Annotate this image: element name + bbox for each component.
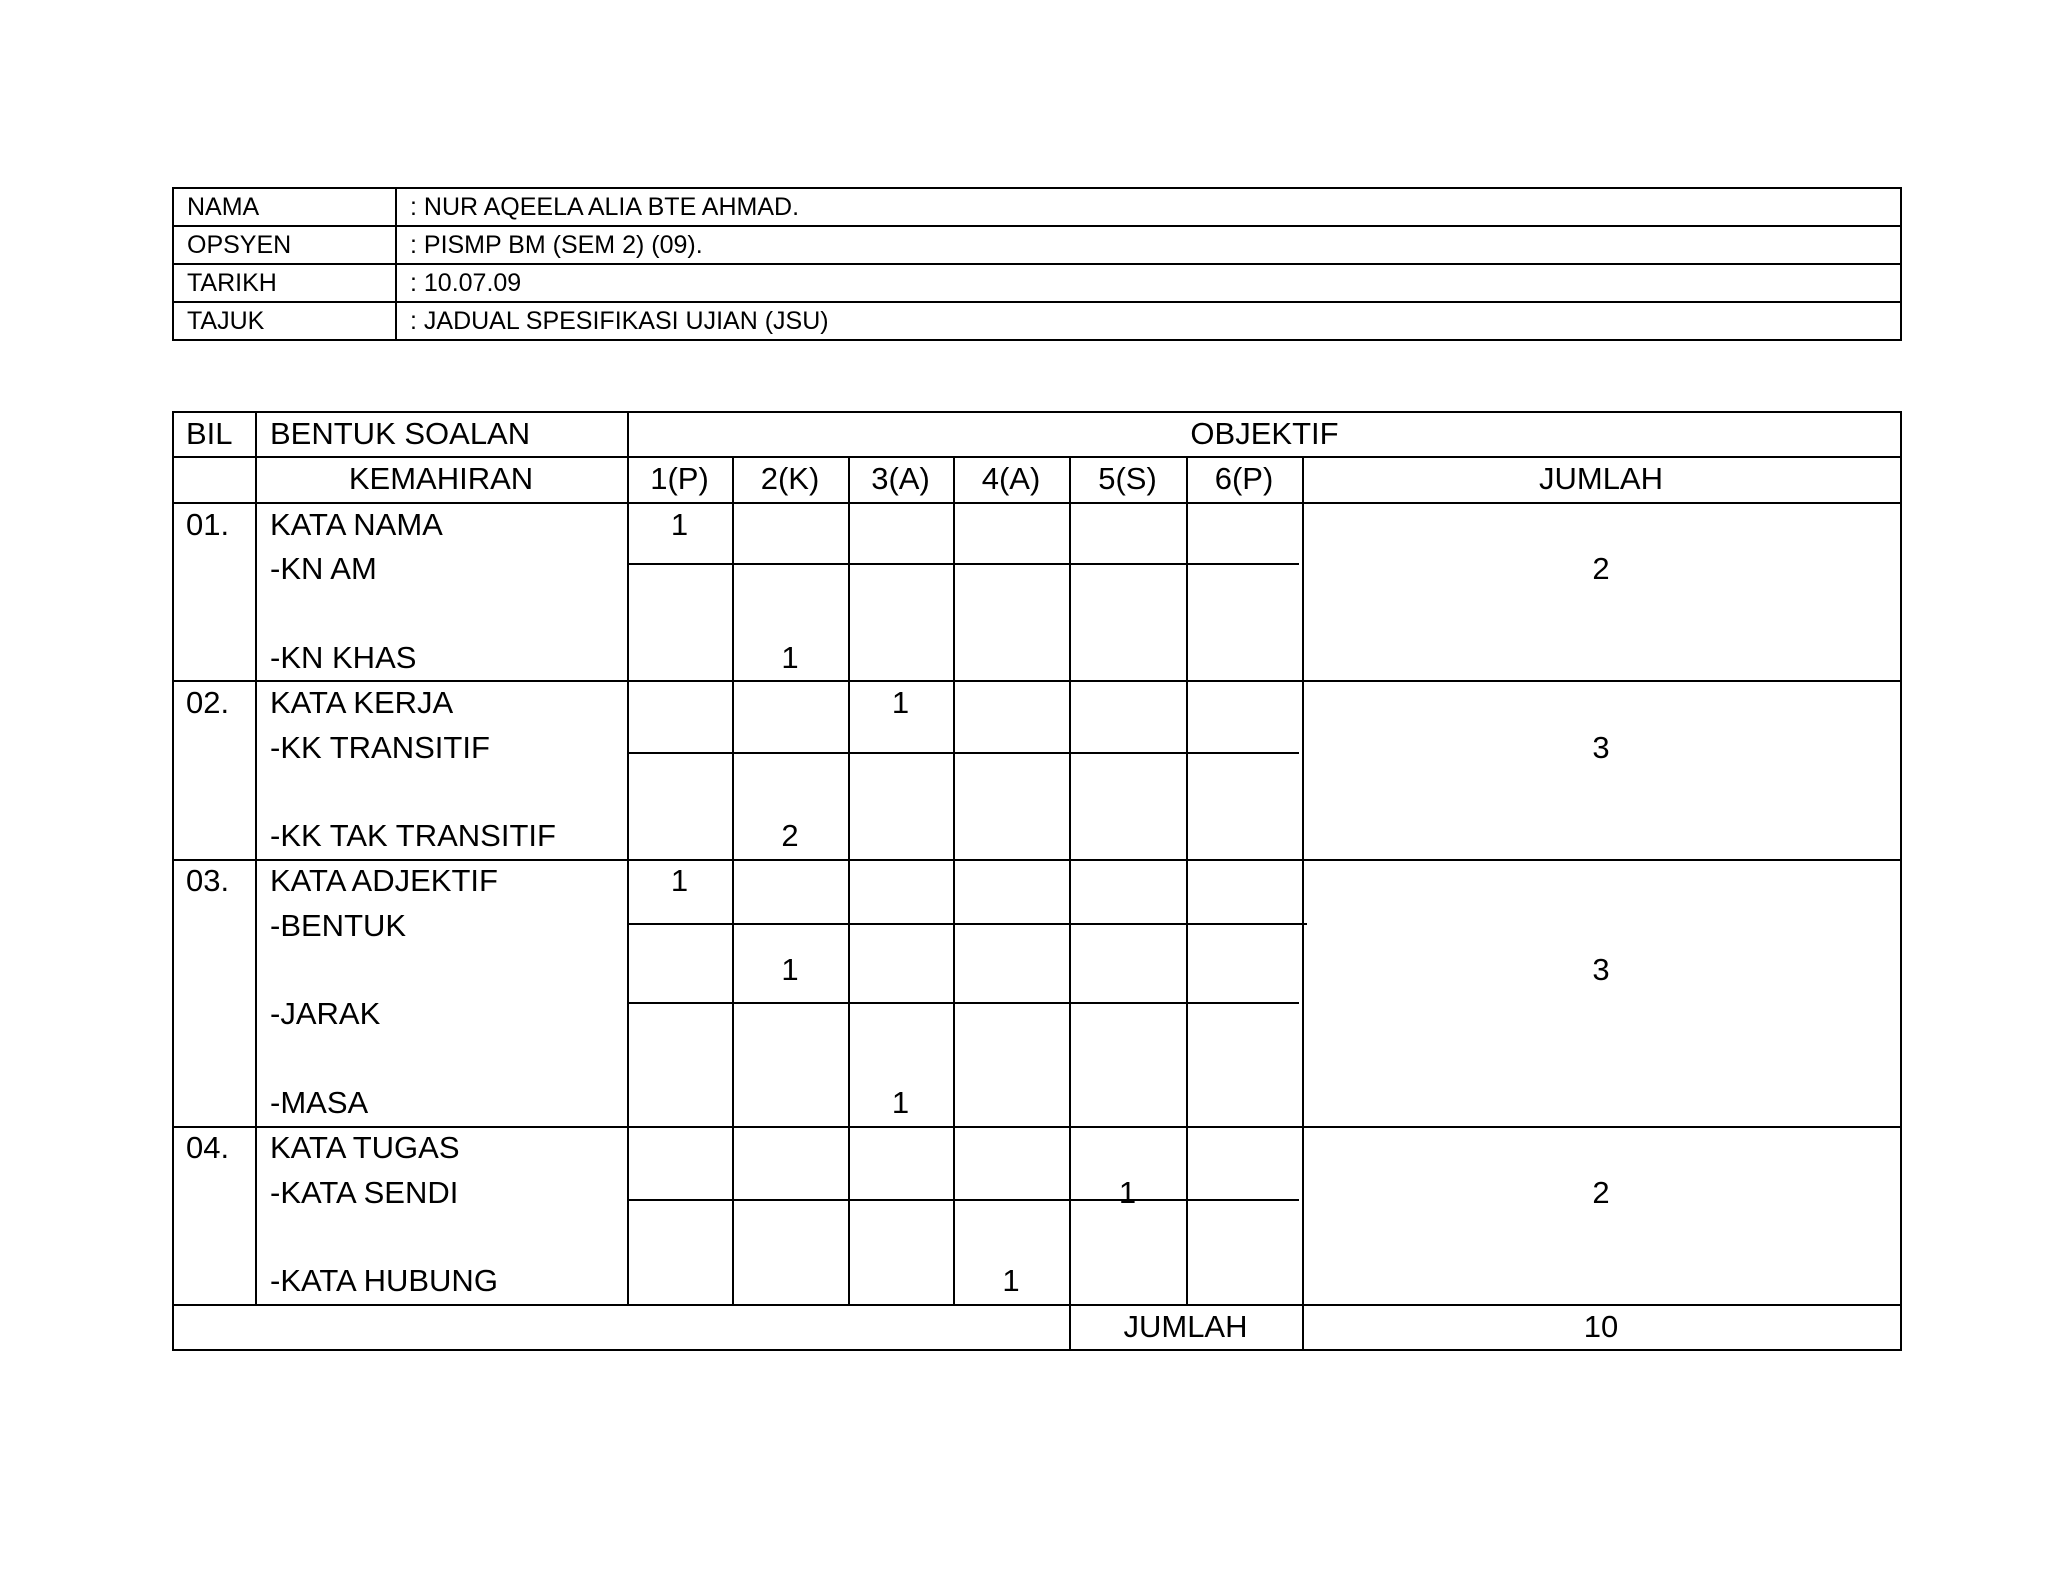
row-sub: -KK TAK TRANSITIF: [270, 818, 556, 853]
header-col-6p: 6(P): [1214, 461, 1274, 496]
header-col-1p: 1(P): [650, 461, 709, 496]
header-kemahiran: KEMAHIRAN: [348, 461, 534, 496]
info-label-opsyen: OPSYEN: [173, 226, 396, 264]
row-total: 2: [1592, 551, 1610, 586]
grid-line: [848, 456, 850, 1306]
row-title: KATA KERJA: [270, 685, 454, 720]
grid-line: [953, 456, 955, 1306]
grid-line: [172, 680, 1902, 682]
row-total: 3: [1592, 952, 1610, 987]
grid-line: [627, 1002, 1299, 1004]
footer-jumlah-total: 10: [1583, 1309, 1619, 1344]
row-sub: -JARAK: [270, 996, 381, 1031]
grid-line: [627, 752, 1299, 754]
row-sub: -KN KHAS: [270, 640, 417, 675]
grid-line: [172, 1126, 1902, 1128]
grid-line: [627, 923, 1307, 925]
row-title: KATA ADJEKTIF: [270, 863, 498, 898]
grid-line: [172, 411, 174, 1351]
grid-line: [1069, 456, 1071, 1351]
row-bil: 03.: [186, 863, 230, 898]
row-sub: -KATA HUBUNG: [270, 1263, 498, 1298]
row-bil: 01.: [186, 507, 230, 542]
header-objektif: OBJEKTIF: [1190, 416, 1339, 451]
info-label-nama: NAMA: [173, 188, 396, 226]
row-title: KATA NAMA: [270, 507, 443, 542]
grid-line: [1186, 456, 1188, 1306]
row-bil: 02.: [186, 685, 230, 720]
grid-line: [1900, 411, 1902, 1351]
row-title: KATA TUGAS: [270, 1130, 460, 1165]
header-bentuk-soalan: BENTUK SOALAN: [270, 416, 531, 451]
mark-cell: 1: [1118, 1175, 1137, 1210]
grid-line: [627, 563, 1299, 565]
mark-cell: 1: [670, 507, 689, 542]
grid-line: [172, 859, 1902, 861]
grid-line: [172, 1304, 1902, 1306]
row-sub: -KK TRANSITIF: [270, 730, 490, 765]
info-value-nama: : NUR AQEELA ALIA BTE AHMAD.: [396, 188, 1901, 226]
grid-line: [627, 411, 629, 1306]
row-sub: -KN AM: [270, 551, 377, 586]
grid-line: [172, 502, 1902, 504]
grid-line: [732, 456, 734, 1306]
mark-cell: 1: [781, 952, 799, 987]
row-sub: -BENTUK: [270, 908, 407, 943]
mark-cell: 2: [781, 818, 799, 853]
row-sub: -KATA SENDI: [270, 1175, 459, 1210]
row-total: 2: [1592, 1175, 1610, 1210]
info-value-tarikh: : 10.07.09: [396, 264, 1901, 302]
mark-cell: 1: [1002, 1263, 1020, 1298]
info-value-opsyen: : PISMP BM (SEM 2) (09).: [396, 226, 1901, 264]
row-sub: -MASA: [270, 1085, 369, 1120]
row-total: 3: [1592, 730, 1610, 765]
header-bil: BIL: [186, 416, 233, 451]
info-value-tajuk: : JADUAL SPESIFIKASI UJIAN (JSU): [396, 302, 1901, 340]
info-label-tarikh: TARIKH: [173, 264, 396, 302]
info-label-tajuk: TAJUK: [173, 302, 396, 340]
grid-line: [172, 1349, 1902, 1351]
mark-cell: 1: [781, 640, 799, 675]
grid-line: [172, 411, 1902, 413]
mark-cell: 1: [670, 863, 689, 898]
row-bil: 04.: [186, 1130, 230, 1165]
header-col-5s: 5(S): [1098, 461, 1157, 496]
header-col-3a: 3(A): [871, 461, 930, 496]
grid-line: [1302, 456, 1304, 1351]
header-jumlah: JUMLAH: [1538, 461, 1663, 496]
footer-jumlah-label: JUMLAH: [1123, 1309, 1248, 1344]
header-col-2k: 2(K): [760, 461, 820, 496]
grid-line: [627, 1199, 1299, 1201]
header-col-4a: 4(A): [981, 461, 1041, 496]
grid-line: [255, 411, 257, 1306]
grid-line: [172, 456, 1902, 458]
mark-cell: 1: [891, 685, 910, 720]
mark-cell: 1: [891, 1085, 910, 1120]
